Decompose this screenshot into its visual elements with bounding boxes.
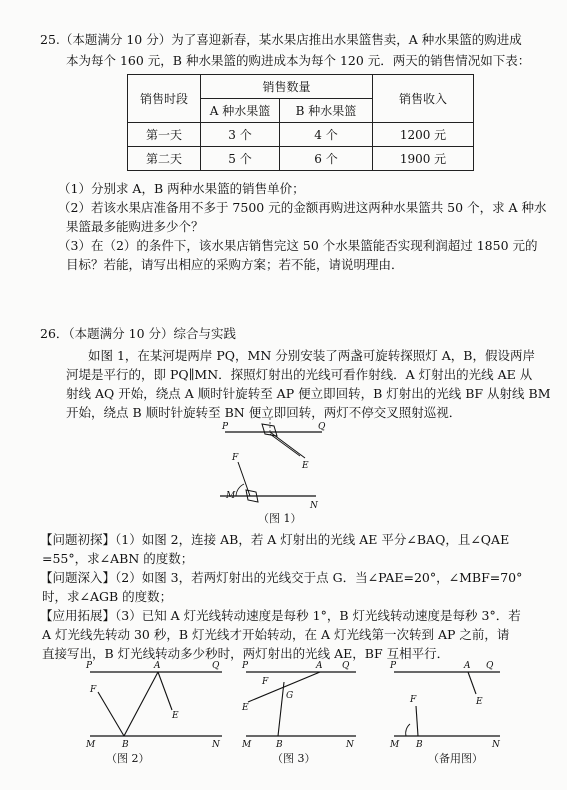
label-e: E — [302, 461, 309, 471]
q26-sub-2a: 【问题深入】（2）如图 3，若两灯射出的光线交于点 G．当∠PAE=20°，∠MBF=70° — [40, 570, 523, 585]
q25-line-2: 本为每个 160 元，B 种水果篮的购进成本为每个 120 元．两天的销售情况如下表： — [66, 53, 531, 68]
spare-figure-caption: （备用图） — [428, 752, 483, 765]
header-income: 销售收入 — [373, 75, 474, 123]
label-q: Q — [212, 661, 220, 671]
figure-1-diagram — [210, 412, 330, 510]
label-e: E — [242, 703, 249, 713]
label-n: N — [346, 740, 354, 750]
label-n: N — [310, 501, 318, 510]
label-a: A — [464, 661, 471, 671]
cell-b: 4 个 — [280, 123, 373, 147]
q25-part-3a: （3）在（2）的条件下，该水果店销售完这 50 个水果篮能否实现利润超过 1850 元的 — [58, 238, 538, 253]
header-basket-a: A 种水果篮 — [201, 99, 280, 123]
q25-part-2a: （2）若该水果店准备用不多于 7500 元的金额再购进这两种水果篮共 50 个，求 A 种水 — [58, 200, 547, 215]
label-m: M — [390, 740, 400, 750]
q25-part-1: （1）分别求 A，B 两种水果篮的销售单价； — [58, 181, 305, 196]
cell-income: 1200 元 — [373, 123, 474, 147]
q26-heading: 26．（本题满分 10 分）综合与实践 — [40, 326, 237, 341]
label-b: B — [122, 740, 129, 750]
label-n: N — [212, 740, 220, 750]
spare-figure-diagram — [388, 658, 508, 750]
label-f: F — [262, 677, 269, 687]
label-n: N — [492, 740, 500, 750]
label-p: P — [242, 661, 249, 671]
label-b: B — [416, 740, 423, 750]
figure-1-caption: （图 1） — [258, 512, 302, 525]
label-q: Q — [486, 661, 494, 671]
cell-period: 第一天 — [128, 123, 201, 147]
cell-a: 3 个 — [201, 123, 280, 147]
label-m: M — [86, 740, 96, 750]
q26-sub-3c: 直接写出，B 灯光线转动多少秒时，两灯射出的光线 AE，BF 互相平行． — [42, 646, 450, 661]
label-q: Q — [318, 422, 326, 432]
label-e: E — [172, 711, 179, 721]
q26-intro-1: 如图 1，在某河堤两岸 PQ，MN 分别安装了两盏可旋转探照灯 A，B，假设两岸 — [88, 348, 535, 363]
table-row — [128, 147, 474, 171]
label-a: A — [316, 661, 323, 671]
label-q: Q — [342, 661, 350, 671]
header-period: 销售时段 — [128, 75, 201, 123]
cell-period: 第二天 — [128, 147, 201, 171]
label-e: E — [476, 697, 483, 707]
label-p: P — [86, 661, 93, 671]
header-quantity: 销售数量 — [201, 75, 373, 99]
figure-3-diagram — [238, 658, 364, 750]
q25-line-1: 25.（本题满分 10 分）为了喜迎新春，某水果店推出水果篮售卖，A 种水果篮的购进成 — [40, 32, 522, 47]
label-f: F — [232, 453, 239, 463]
figure-3-caption: （图 3） — [272, 752, 316, 765]
figure-2-diagram — [80, 658, 230, 750]
cell-b: 6 个 — [280, 147, 373, 171]
label-g: G — [286, 691, 294, 701]
q26-intro-2: 河堤是平行的，即 PQ∥MN．探照灯射出的光线可看作射线．A 灯射出的光线 AE 从 — [66, 367, 533, 382]
label-b: B — [276, 740, 283, 750]
cell-a: 5 个 — [201, 147, 280, 171]
q26-sub-3b: A 灯光线先转动 30 秒，B 灯光线才开始转动，在 A 灯光线第一次转到 AP 之前，请 — [42, 627, 510, 642]
label-f: F — [410, 695, 417, 705]
label-p: P — [222, 422, 229, 432]
figure-2-caption: （图 2） — [106, 752, 150, 765]
header-basket-b: B 种水果篮 — [280, 99, 373, 123]
q26-sub-2b: 时，求∠AGB 的度数； — [42, 589, 173, 604]
label-f: F — [90, 685, 97, 695]
q25-part-3b: 目标？若能，请写出相应的采购方案；若不能，请说明理由． — [66, 257, 404, 272]
table-row — [128, 123, 474, 147]
q26-sub-1b: =55°，求∠ABN 的度数； — [42, 551, 194, 566]
label-p: P — [390, 661, 397, 671]
q26-sub-1a: 【问题初探】（1）如图 2，连接 AB，若 A 灯射出的光线 AE 平分∠BAQ，且∠QAE — [40, 532, 510, 547]
label-a: A — [154, 661, 161, 671]
q26-intro-3: 射线 AQ 开始，绕点 A 顺时针旋转至 AP 便立即回转，B 灯射出的光线 BF 从射线 BM — [66, 386, 551, 401]
sales-table — [127, 74, 474, 171]
label-m: M — [226, 491, 236, 501]
q25-part-2b: 果篮最多能购进多少个？ — [66, 219, 204, 234]
cell-income: 1900 元 — [373, 147, 474, 171]
q26-sub-3a: 【应用拓展】（3）已知 A 灯光线转动速度是每秒 1°，B 灯光线转动速度是每秒 3°．若 — [40, 608, 521, 623]
q26-intro-4: 开始，绕点 B 顺时针旋转至 BN 便立即回转，两灯不停交叉照射巡视． — [66, 405, 462, 420]
label-m: M — [242, 740, 252, 750]
